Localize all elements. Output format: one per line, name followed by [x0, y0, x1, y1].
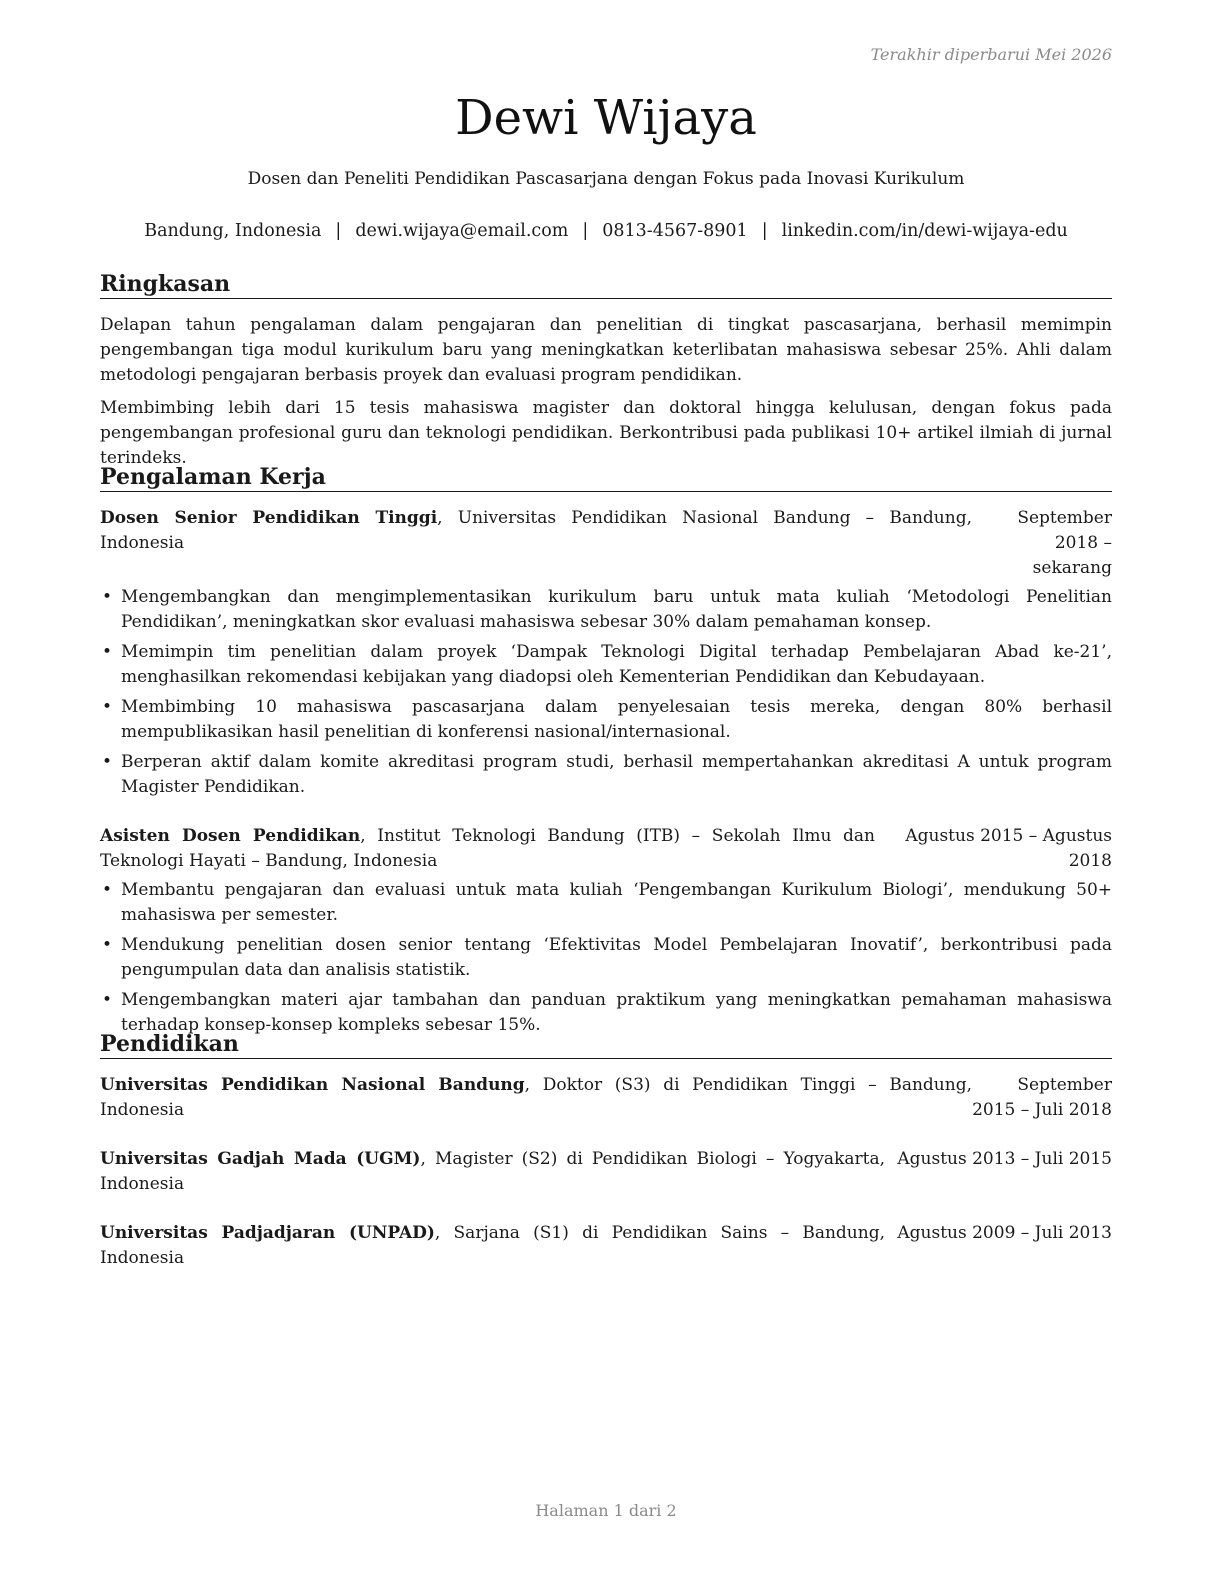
- job-org: [100, 506, 972, 556]
- education-header: [100, 1073, 1112, 1123]
- summary-paragraph: Delapan tahun pengalaman dalam pengajaran dan penelitian di tingkat pascasarjana, berhasil memimpin pengembangan tiga modul kurikulum baru yang meningkatkan keterlibatan mahasiswa sebesar 25%. Ahli dalam metodologi pengajaran berbasis proyek dan evaluasi program pendidikan.: [100, 315, 1112, 385]
- section-title-education: Pendidikan: [100, 1030, 1112, 1059]
- tagline: Dosen dan Peneliti Pendidikan Pascasarjana dengan Fokus pada Inovasi Kurikulum: [247, 169, 965, 189]
- education-entry: [100, 1147, 1112, 1197]
- list-item: • Membimbing 10 mahasiswa pascasarjana dalam penyelesaian tesis mereka, dengan 80% berhasil mempublikasikan hasil penelitian di konferensi nasional/internasional.: [100, 695, 1112, 745]
- contact-linkedin[interactable]: linkedin.com/in/dewi-wijaya-edu: [781, 221, 1068, 241]
- job-employer: , Institut Teknologi Bandung (ITB) – Sekolah Ilmu dan Teknologi Hayati – Bandung, Indonesia: [100, 826, 876, 871]
- summary-paragraph: Membimbing lebih dari 15 tesis mahasiswa magister dan doktoral hingga kelulusan, dengan fokus pada pengembangan profesional guru dan teknologi pendidikan. Berkontribusi pada publikasi 10+ artikel ilmiah di jurnal terindeks.: [100, 398, 1112, 468]
- person-name: Dewi Wijaya: [455, 90, 757, 146]
- education-section: [100, 1030, 1112, 1271]
- list-item: • Memimpin tim penelitian dalam proyek ‘Dampak Teknologi Digital terhadap Pembelajaran Abad ke-21’, menghasilkan rekomendasi kebijakan yang diadopsi oleh Kementerian Pendidikan dan Kebudayaan.: [100, 640, 1112, 690]
- education-dates: September 2015 – Juli 2018: [972, 1075, 1112, 1120]
- list-item: • Mengembangkan materi ajar tambahan dan panduan praktikum yang meningkatkan pemahaman mahasiswa terhadap konsep-konsep kompleks sebesar 15%.: [100, 988, 1112, 1038]
- list-item: • Membantu pengajaran dan evaluasi untuk mata kuliah ‘Pengembangan Kurikulum Biologi’, mendukung 50+ mahasiswa per semester.: [100, 878, 1112, 928]
- contact-separator: |: [582, 221, 589, 241]
- job-role: Asisten Dosen Pendidikan: [100, 826, 361, 846]
- contact-separator: |: [761, 221, 768, 241]
- contact-location: Bandung, Indonesia: [144, 221, 322, 241]
- section-title-experience: Pengalaman Kerja: [100, 463, 1112, 492]
- experience-section: [100, 463, 1112, 1043]
- education-org: [100, 1073, 972, 1123]
- contact-email[interactable]: dewi.wijaya@email.com: [355, 221, 569, 241]
- job-header: [100, 824, 1112, 874]
- education-school: Universitas Pendidikan Nasional Bandung: [100, 1075, 525, 1095]
- summary-section: [100, 270, 1112, 479]
- job-header: [100, 506, 1112, 581]
- education-school: Universitas Gadjah Mada (UGM): [100, 1149, 421, 1169]
- job-role: Dosen Senior Pendidikan Tinggi: [100, 508, 438, 528]
- contact-phone: 0813-4567-8901: [602, 221, 748, 241]
- job-dates: September 2018 – sekarang: [1017, 508, 1112, 578]
- education-school: Universitas Padjadjaran (UNPAD): [100, 1223, 435, 1243]
- resume-page: [100, 0, 1112, 1584]
- job-bullets: [100, 585, 1112, 800]
- job-employer: , Universitas Pendidikan Nasional Bandung – Bandung, Indonesia: [100, 508, 972, 553]
- education-dates: Agustus 2013 – Juli 2015: [897, 1149, 1112, 1169]
- list-item: • Mengembangkan dan mengimplementasikan kurikulum baru untuk mata kuliah ‘Metodologi Penelitian Pendidikan’, meningkatkan skor evaluasi mahasiswa sebesar 30% dalam pemahaman konsep.: [100, 585, 1112, 635]
- job-bullets: [100, 878, 1112, 1038]
- job-entry: [100, 506, 1112, 800]
- education-entry: [100, 1073, 1112, 1123]
- job-entry: [100, 824, 1112, 1038]
- contact-separator: |: [335, 221, 342, 241]
- job-org: [100, 824, 875, 874]
- education-dates: Agustus 2009 – Juli 2013: [897, 1223, 1112, 1243]
- education-detail: , Magister (S2) di Pendidikan Biologi – Yogyakarta, Indonesia: [100, 1149, 885, 1194]
- education-header: [100, 1221, 1112, 1271]
- section-title-summary: Ringkasan: [100, 270, 1112, 299]
- contact-line: [100, 219, 1112, 243]
- education-detail: , Sarjana (S1) di Pendidikan Sains – Bandung, Indonesia: [100, 1223, 885, 1268]
- list-item: • Mendukung penelitian dosen senior tentang ‘Efektivitas Model Pembelajaran Inovatif’, berkontribusi pada pengumpulan data dan analisis statistik.: [100, 933, 1112, 983]
- education-entry: [100, 1221, 1112, 1271]
- education-org: [100, 1147, 885, 1197]
- education-org: [100, 1221, 885, 1271]
- page-number: Halaman 1 dari 2: [535, 1501, 677, 1520]
- list-item: • Berperan aktif dalam komite akreditasi program studi, berhasil mempertahankan akreditasi A untuk program Magister Pendidikan.: [100, 750, 1112, 800]
- last-updated-note: Terakhir diperbarui Mei 2026: [870, 45, 1112, 64]
- education-detail: , Doktor (S3) di Pendidikan Tinggi – Bandung, Indonesia: [100, 1075, 972, 1120]
- job-dates: Agustus 2015 – Agustus 2018: [905, 826, 1112, 871]
- education-header: [100, 1147, 1112, 1197]
